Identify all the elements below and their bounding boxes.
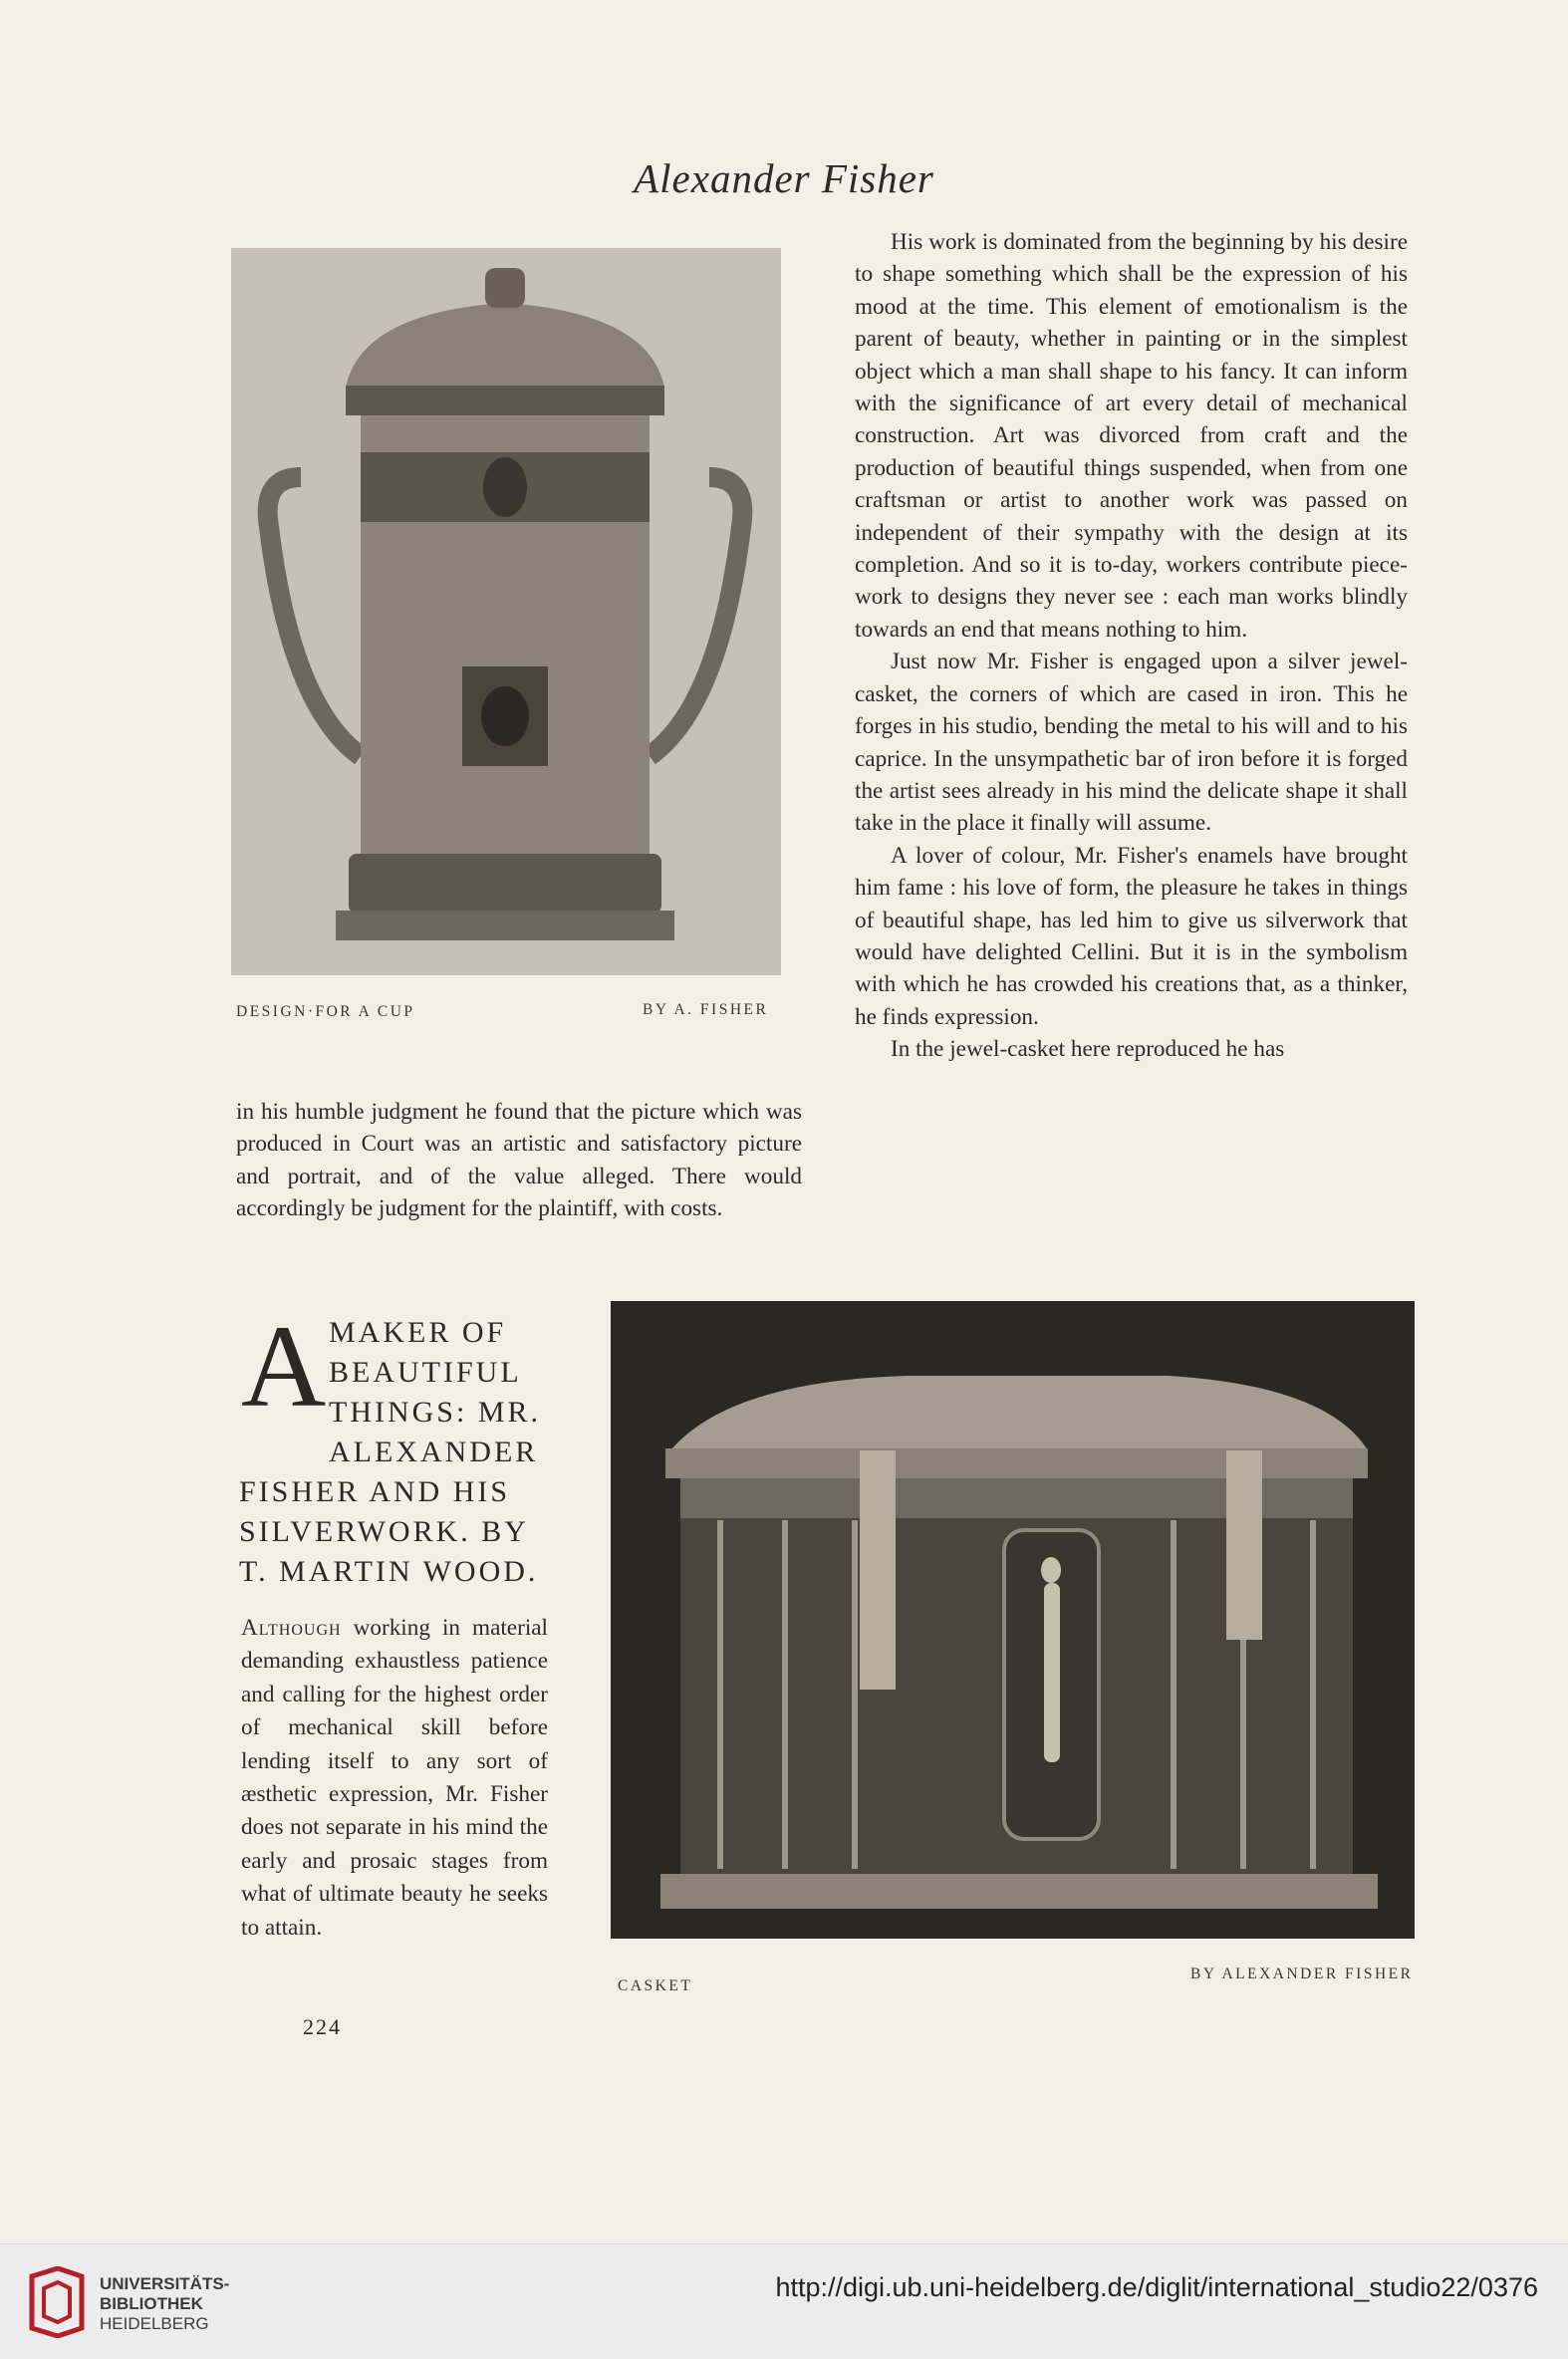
paragraph: in his humble judgment he found that the picture which was produced in Court was an artistic and satisfactory picture and portrait, and of the value alleged. There would accordingly be judgment for the plaintiff, with costs. [236,1099,802,1222]
page-number: 224 [303,2014,342,2039]
title-line: ALEXANDER [329,1436,539,1468]
library-line: BIBLIOTHEK [100,2294,203,2313]
title-line: BEAUTIFUL [329,1356,522,1389]
library-logo-icon [28,2266,86,2338]
lead-text: working in material demanding exhaustless patience and calling for the highest order of mechanical skill before lending itself to any sort of æsthetic expression, Mr. Fisher does not separate in his mind the early and prosaic stages from what of ultimate beauty he seeks to attain. [241,1615,548,1941]
running-head: Alexander Fisher [634,155,934,201]
library-name [100,2274,229,2334]
casket-caption-right: BY ALEXANDER FISHER [1190,1966,1414,1982]
source-url-link[interactable]: http://digi.ub.uni-heidelberg.de/diglit/international_studio22/0376 [775,2272,1538,2302]
paragraph: His work is dominated from the beginning by his desire to shape something which shall be the expression of his mood at the time. This element of emotionalism is the parent of beauty, whether in painting or in the simplest object which a man shall shape to his fancy. It can inform with the significance of art every detail of mechanical construction. Art was divorced from craft and the production of beautiful things suspended, when from one craftsman or artist to another work was passed on independent of their sympathy with the design at its completion. And so it is to-day, workers contribute piece-work to designs they never see : each man works blindly towards an end that means nothing to him. [855,229,1408,643]
drop-cap: A [241,1301,327,1432]
left-column-continued [236,1096,802,1225]
casket-drawing [611,1301,1415,1939]
title-line: FISHER AND HIS [239,1475,511,1508]
casket-caption-left: CASKET [618,1977,693,1994]
paragraph: In the jewel-casket here reproduced he has [891,1036,1285,1063]
casket-photo [611,1301,1415,1939]
title-line: THINGS: MR. [329,1396,542,1429]
title-line: T. MARTIN WOOD. [239,1555,539,1588]
cup-drawing [231,248,781,975]
library-line: UNIVERSITÄTS- [100,2274,230,2293]
right-column [855,226,1408,1066]
cup-caption-right: BY A. FISHER [643,1001,769,1018]
paragraph: Just now Mr. Fisher is engaged upon a silver jewel-casket, the corners of which are cased in iron. This he forges in his studio, bending the metal to his will and to his caprice. In the unsympathetic bar of iron before it is forged the artist sees already in his mind the delicate shape it shall take in the place it finally will assume. [855,649,1408,837]
title-line: SILVERWORK. BY [239,1515,529,1548]
title-line: MAKER OF [329,1316,507,1349]
library-line: HEIDELBERG [100,2314,209,2333]
cup-illustration [231,248,781,975]
cup-caption-left: DESIGN·FOR A CUP [236,1003,415,1020]
article-lead [241,1612,548,1945]
lead-first-word: Although [241,1615,342,1641]
paragraph: A lover of colour, Mr. Fisher's enamels have brought him fame : his love of form, the pleasure he takes in things of beautiful shape, has led him to give us silverwork that would have delighted Cellini. But it is in the symbolism with which he has crowded his creations that, as a thinker, he finds expression. [855,842,1408,1030]
library-footer [0,2243,1568,2359]
